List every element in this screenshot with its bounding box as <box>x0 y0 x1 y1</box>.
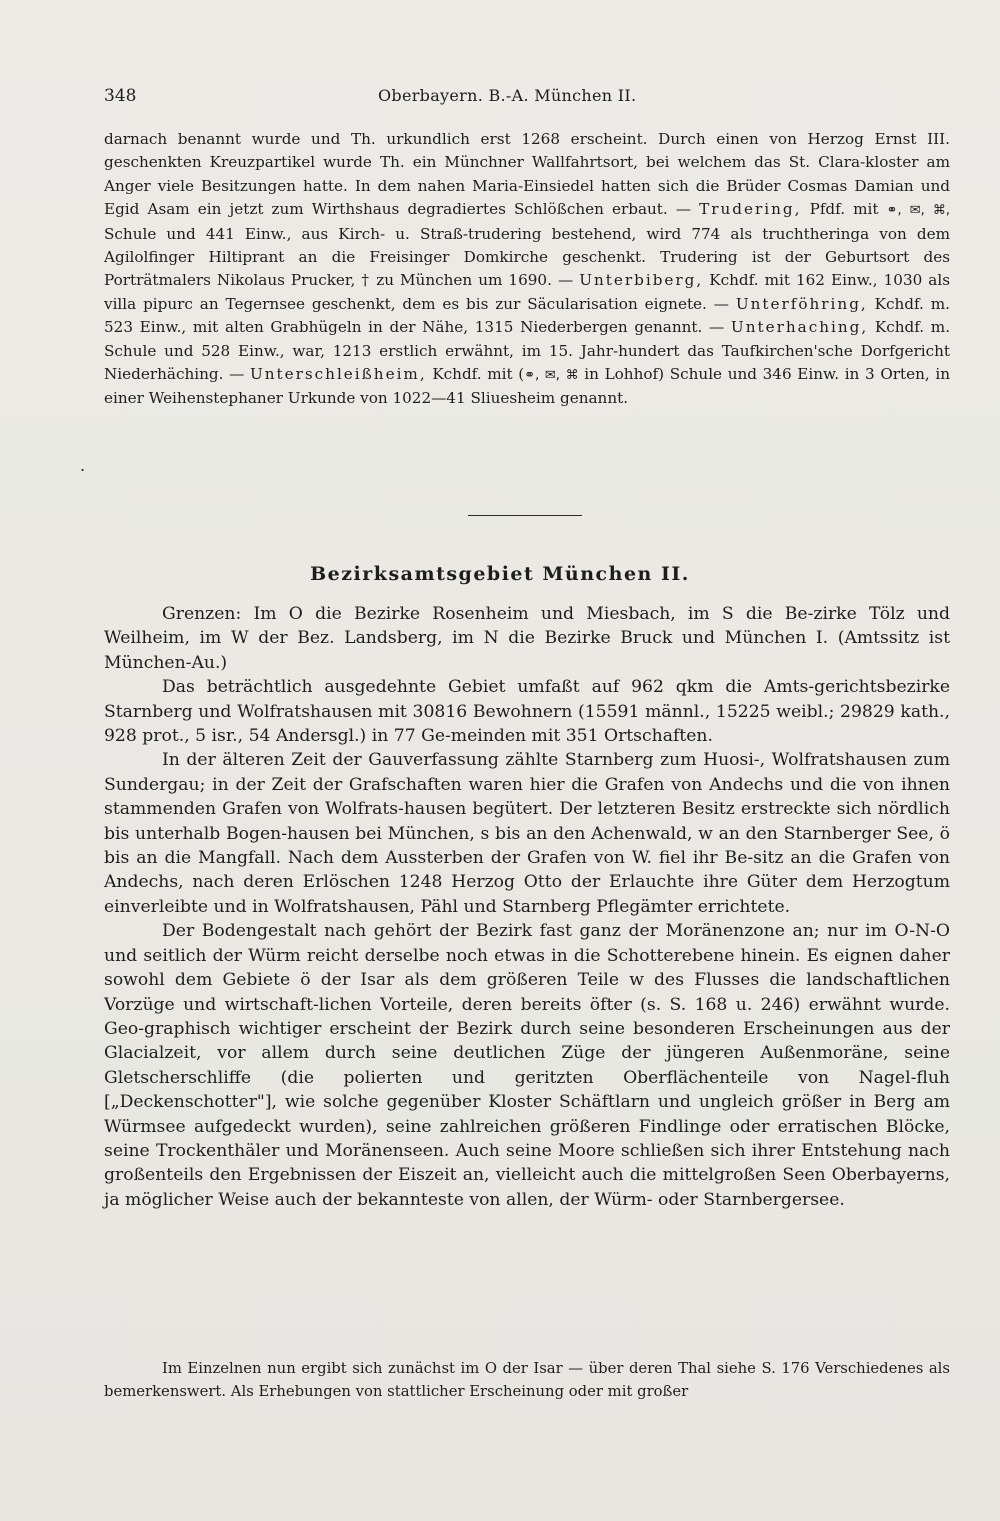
paragraph-history: In der älteren Zeit der Gauverfassung zählte Starnberg zum Huosi-, Wolfratshausen zum Sundergau; in der Zeit der Grafschaften waren hier die Grafen von Andechs und die von ihnen stammenden Grafen von Wolfrats-hausen begütert. Der letzteren Besitz erstreckte sich nördlich bis unterhalb Bogen-hausen bei München, s bis an den Achenwald, w an den Starnberger See, ö bis an die Mangfall. Nach dem Aussterben der Grafen von W. fiel ihr Be-sitz an die Grafen von Andechs, nach deren Erlöschen 1248 Herzog Otto der Erlauchte ihre Güter dem Herzogtum einverleibte und in Wolfratshausen, Pähl und Starnberg Pflegämter errichtete. <box>104 750 950 917</box>
place-entries-text <box>104 128 950 411</box>
place-name-trudering: Trudering, <box>699 200 802 219</box>
place-entries-paragraph <box>104 128 950 411</box>
mail-icon: ✉, <box>544 368 560 384</box>
post-office-icon: ⚭, <box>886 203 902 219</box>
place-name-unterfoehring: Unterföhring, <box>735 294 868 313</box>
entry-unterfoehring-text: Kchdf. m. 523 Einw., mit alten Grabhügeln in der Nähe, 1315 Niederbergen genannt. — <box>104 294 950 337</box>
post-office-icon: ⚭, <box>524 368 540 384</box>
page-header <box>0 86 1000 110</box>
continuation-text <box>104 1357 950 1403</box>
entry-trudering-text: Schule und 441 Einw., aus Kirch- u. Straß-trudering bestehend, wird 774 als truchtheringa von dem Agilolfinger Hiltiprant an die Freisinger Domkirche geschenkt. Trudering ist der Geburtsort des Porträtmalers Nikolaus Prucker, † zu München um 1690. — <box>104 224 950 290</box>
entry-unterschleissheim-prefix: Kchdf. mit ( <box>432 365 525 384</box>
page-number: 348 <box>104 86 137 106</box>
telegraph-icon: ⌘, <box>932 203 951 219</box>
mail-icon: ✉, <box>909 203 925 219</box>
paragraph-details: Im Einzelnen nun ergibt sich zunächst im O der Isar — über deren Thal siehe S. 176 Verschiedenes als bemerkenswert. Als Erhebungen von stattlicher Erscheinung oder mit großer <box>104 1360 950 1400</box>
section-body <box>104 602 950 1212</box>
running-title: Oberbayern. B.-A. München II. <box>378 86 637 105</box>
paragraph-geology: Der Bodengestalt nach gehört der Bezirk fast ganz der Moränenzone an; nur im O-N-O und seitlich der Würm reicht derselbe noch etwas in die Schotterebene hinein. Es eignen daher sowohl dem Gebiete ö der Isar als dem größeren Teile w des Flusses die landschaftlichen Vorzüge und wirtschaft-lichen Vorteile, deren bereits öfter (s. S. 168 u. 246) erwähnt wurde. Geo-graphisch wichtiger erscheint der Bezirk durch seine besonderen Erscheinungen aus der Glacialzeit, vor allem durch seine deutlichen Züge der jüngeren Außenmoräne, seine Gletscherschliffe (die polierten und geritzten Oberflächenteile von Nagel-fluh [„Deckenschotter"], wie solche gegenüber Kloster Schäftlarn und ungleich größer in Berg am Würmsee aufgedeckt wurden), seine zahlreichen größeren Findlinge oder erratischen Blöcke, seine Trockenthäler und Moränenseen. Auch seine Moore schließen sich ihrer Entstehung nach großenteils den Ergebnissen der Eiszeit an, vielleicht auch die mittelgroßen Seen Oberbayerns, ja möglicher Weise auch der bekannteste von allen, der Würm- oder Starnbergersee. <box>104 921 950 1210</box>
paragraph-area-population: Das beträchtlich ausgedehnte Gebiet umfaßt auf 962 qkm die Amts-gerichtsbezirke Starnberg und Wolfratshausen mit 30816 Bewohnern (15591 männl., 15225 weibl.; 29829 kath., 928 prot., 5 isr., 54 Andersgl.) in 77 Ge-meinden mit 351 Ortschaften. <box>104 677 950 747</box>
place-name-unterbiberg: Unterbiberg, <box>579 271 704 290</box>
entry-thalkirchen-text: darnach benannt wurde und Th. urkundlich erst 1268 erscheint. Durch einen von Herzog Ernst III. geschenkten Kreuzpartikel wurde Th. ein Münchner Wallfahrtsort, bei welchem das St. Clara-kloster am Anger viele Besitzungen hatte. In dem nahen Maria-Einsiedel hatten sich die Brüder Cosmas Damian und Egid Asam ein jetzt zum Wirthshaus degradiertes Schlößchen erbaut. — <box>104 130 950 219</box>
paragraph-boundaries: Grenzen: Im O die Bezirke Rosenheim und Miesbach, im S die Be-zirke Tölz und Weilheim, im W der Bez. Landsberg, im N die Bezirke Bruck und München I. (Amtssitz ist München-Au.) <box>104 604 950 673</box>
entry-unterhaching-text: Kchdf. m. Schule und 528 Einw., war, 1213 erstlich erwähnt, im 15. Jahr-hundert das Taufkirchen'sche Dorfgericht Niederhäching. — <box>104 318 951 384</box>
entry-unterschleissheim-text: in Lohhof) Schule und 346 Einw. in 3 Orten, in einer Weihenstephaner Urkunde von 1022—41 Sliuesheim genannt. <box>104 365 951 408</box>
place-name-unterhaching: Unterhaching, <box>730 318 869 337</box>
section-title: Bezirksamtsgebiet München II. <box>310 563 690 585</box>
entry-unterbiberg-text: Kchdf. mit 162 Einw., 1030 als villa pipurc an Tegernsee geschenkt, dem es bis zur Säcularisation eignete. — <box>104 271 951 313</box>
place-name-unterschleissheim: Unterschleißheim, <box>249 365 427 384</box>
section-divider <box>468 515 582 516</box>
entry-trudering-prefix: Pfdf. mit <box>809 200 879 219</box>
telegraph-icon: ⌘ <box>565 368 579 384</box>
margin-mark: . <box>80 456 86 475</box>
